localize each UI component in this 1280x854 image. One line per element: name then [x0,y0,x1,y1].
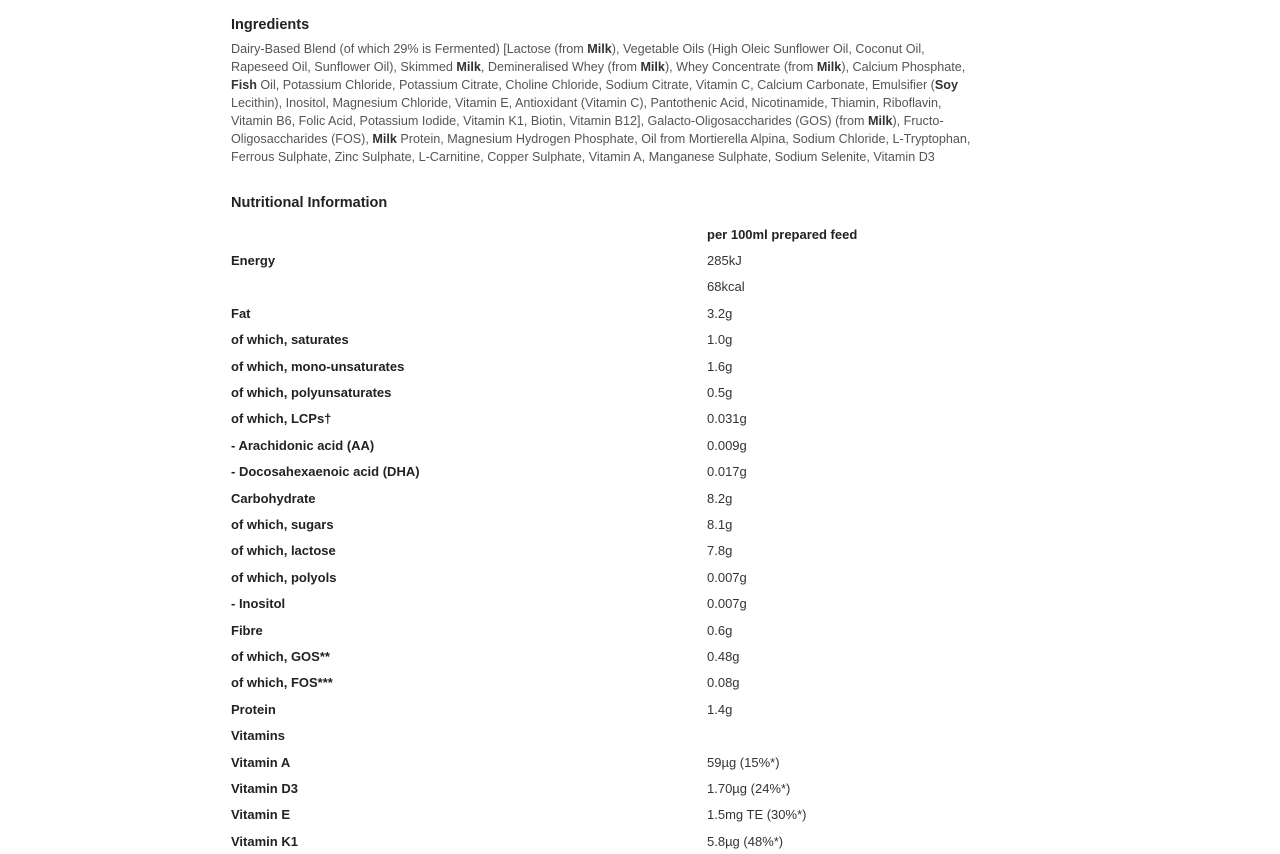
nutrient-value: 68kcal [707,279,745,295]
nutrient-label: Vitamin A [231,754,291,770]
nutrient-value: 1.0g [707,332,733,348]
nutrient-value: 1.5mg TE (30%*) [707,807,807,823]
nutrition-row [231,564,1051,590]
nutrition-header-row [231,221,1051,247]
nutrient-value: 0.017g [707,464,747,480]
nutrient-label: of which, polyols [231,569,337,585]
ingredient-text: Lecithin), Inositol, Magnesium Chloride, Vitamin E, Antioxidant (Vitamin C), Pantothenic Acid, Nicotinamide, Thiamin, Riboflavin, [231,96,942,110]
nutrition-row [231,802,1051,828]
nutrition-row [231,749,1051,775]
nutrition-row [231,696,1051,722]
nutrition-row [231,379,1051,405]
ingredients-line [231,112,970,130]
nutrient-value: 0.5g [707,385,733,401]
ingredients-line [231,130,970,148]
nutrition-row [231,432,1051,458]
nutrient-label: of which, lactose [231,543,336,559]
nutrient-label: of which, polyunsaturates [231,385,392,401]
nutrient-value: 0.031g [707,411,747,427]
allergen-text: Milk [372,132,397,146]
per-100ml-column-header: per 100ml prepared feed [707,226,858,242]
ingredient-text: Protein, Magnesium Hydrogen Phosphate, Oil from Mortierella Alpina, Sodium Chloride, L-Tryptophan, [396,132,971,146]
nutrition-row [231,247,1051,273]
ingredients-line [231,148,970,166]
ingredient-text: , Demineralised Whey (from [480,60,641,74]
nutrition-row [231,828,1051,854]
nutrient-value: 3.2g [707,305,733,321]
nutrition-heading: Nutritional Information [231,195,388,211]
nutrient-label: of which, GOS** [231,648,330,664]
nutrition-row [231,300,1051,326]
ingredient-text: Oil, Potassium Chloride, Potassium Citrate, Choline Chloride, Sodium Citrate, Vitamin C, Calcium Carbonate, Emulsifier ( [256,78,935,92]
nutrient-label: Vitamin K1 [231,833,298,849]
nutrient-value: 0.007g [707,596,747,612]
nutrient-value: 1.70µg (24%*) [707,780,791,796]
ingredient-text: ), Vegetable Oils (High Oleic Sunflower Oil, Coconut Oil, [611,42,925,56]
nutrient-label: - Inositol [231,596,286,612]
ingredient-text: Rapeseed Oil, Sunflower Oil), Skimmed [231,60,457,74]
nutrient-label: Fat [231,305,251,321]
ingredient-text: ), Calcium Phosphate, [841,60,966,74]
nutrient-label: of which, FOS*** [231,675,333,691]
ingredients-line [231,94,970,112]
nutrient-label: of which, mono-unsaturates [231,358,405,374]
ingredient-text: Vitamin B6, Folic Acid, Potassium Iodide, Vitamin K1, Biotin, Vitamin B12], Galacto-Oligosaccharides (GOS) (from [231,114,868,128]
nutrient-value: 59µg (15%*) [707,754,780,770]
nutrient-value: 1.4g [707,701,733,717]
nutrient-value: 0.6g [707,622,733,638]
nutrient-label: Carbohydrate [231,490,316,506]
nutrient-label: of which, sugars [231,516,334,532]
ingredient-text: ), Whey Concentrate (from [664,60,817,74]
allergen-text: Milk [867,114,893,128]
allergen-text: Soy [934,78,958,92]
nutrient-value: 7.8g [707,543,733,559]
nutrition-row [231,274,1051,300]
nutrient-label: Energy [231,253,276,269]
nutrient-value: 0.007g [707,569,747,585]
nutrition-row [231,617,1051,643]
nutrient-label: - Docosahexaenoic acid (DHA) [231,464,420,480]
nutrient-value: 0.009g [707,437,747,453]
nutrient-label: Fibre [231,622,263,638]
nutrient-label: Vitamins [231,728,285,744]
ingredients-line [231,58,970,76]
ingredients-line [231,76,970,94]
nutrient-label: - Arachidonic acid (AA) [231,437,375,453]
nutrition-row [231,485,1051,511]
nutrient-value: 8.2g [707,490,733,506]
nutrient-value: 5.8µg (48%*) [707,833,784,849]
allergen-text: Milk [587,42,612,56]
nutrient-value: 1.6g [707,358,733,374]
nutrition-row [231,459,1051,485]
nutrition-row [231,643,1051,669]
nutrient-label: Vitamin D3 [231,780,298,796]
nutrition-row [231,722,1051,748]
ingredient-text: Oligosaccharides (FOS), [231,132,373,146]
ingredient-text: Dairy-Based Blend (of which 29% is Fermented) [Lactose (from [231,42,588,56]
nutrient-label: of which, saturates [231,332,349,348]
nutrition-table [231,221,1051,854]
allergen-text: Milk [816,60,842,74]
nutrient-label: Protein [231,701,276,717]
nutrition-row [231,590,1051,616]
allergen-text: Milk [456,60,481,74]
nutrient-value: 8.1g [707,516,733,532]
ingredient-text: Ferrous Sulphate, Zinc Sulphate, L-Carnitine, Copper Sulphate, Vitamin A, Manganese Sulphate, Sodium Selenite, Vitamin D3 [231,150,935,164]
ingredients-heading: Ingredients [231,17,310,33]
ingredients-line [231,40,970,58]
allergen-text: Fish [231,78,257,92]
nutrition-row [231,327,1051,353]
nutrient-label: of which, LCPs† [231,411,332,427]
allergen-text: Milk [640,60,665,74]
nutrient-label: Vitamin E [231,807,291,823]
nutrition-row [231,353,1051,379]
ingredients-text [231,40,970,166]
nutrient-value: 0.48g [707,648,740,664]
nutrition-row [231,670,1051,696]
nutrition-row [231,538,1051,564]
nutrition-row [231,775,1051,801]
nutrition-row [231,406,1051,432]
ingredient-text: ), Fructo- [892,114,944,128]
nutrient-value: 285kJ [707,253,742,269]
nutrient-value: 0.08g [707,675,740,691]
nutrition-row [231,511,1051,537]
